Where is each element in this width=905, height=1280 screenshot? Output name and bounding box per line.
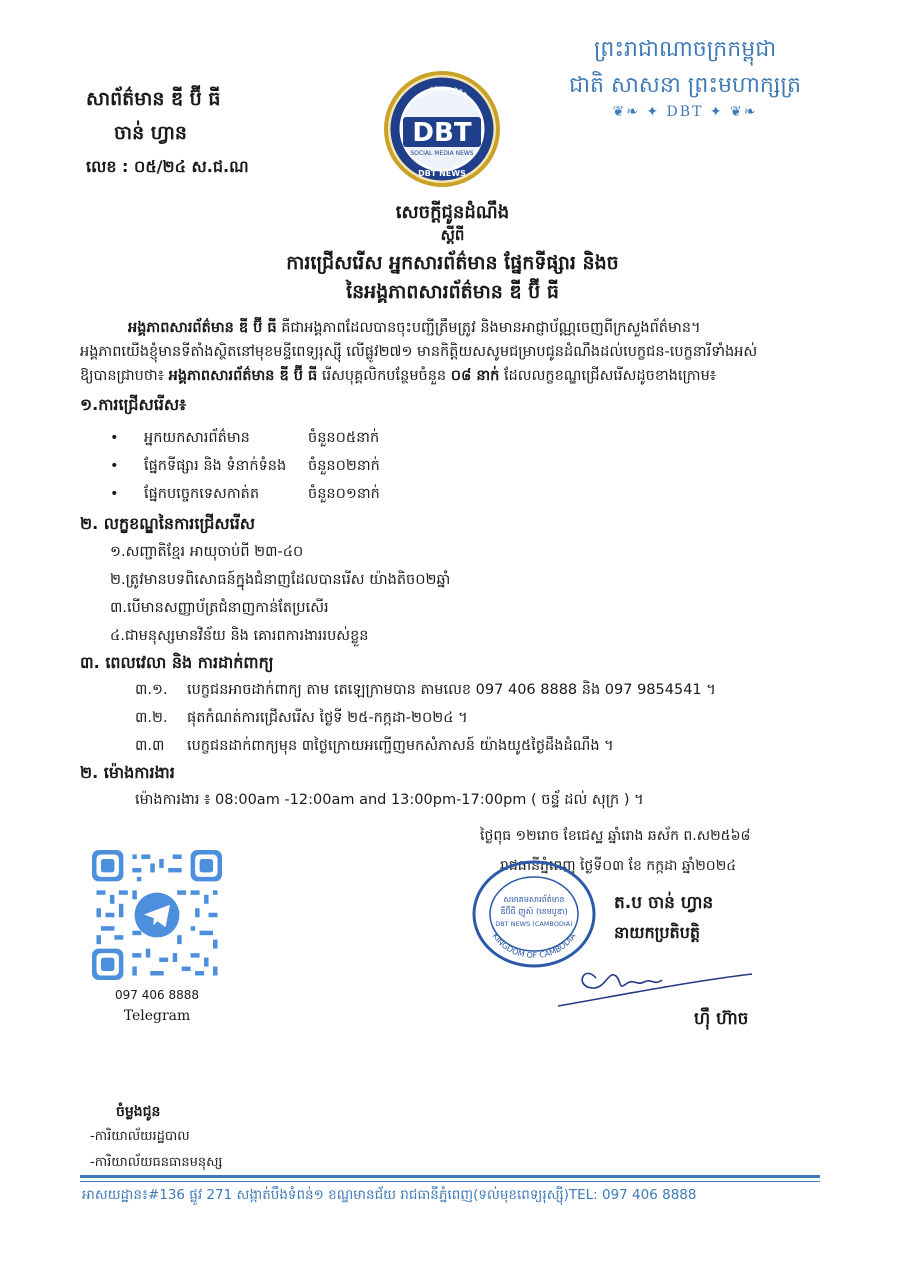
notice-subject-line2: នៃអង្គភាពសារព័ត៌មាន ឌី ប៊ី ធី <box>346 281 559 303</box>
logo-top-text: សារព័ត៌មាន ឌីប៊ីធី <box>417 85 468 101</box>
intro-line1-rest: គឺជាអង្គភាពដែលបានចុះបញ្ជីត្រឹមត្រូវ និងមានអាជ្ញាប័ណ្ណចេញពីក្រសួងព័ត៌មាន។ <box>276 320 701 336</box>
intro-line2: អង្គភាពយើងខ្ញុំមានទីតាំងស្ថិតនៅមុខមន្ទីពេទ្យរុស្ស៊ី លើផ្លូវ២៧១ មានកិត្តិយសសូមជម្រាបជូនដំណឹងដល់បេក្ខជន-បេក្ខនារីទាំងអស់ <box>80 344 758 360</box>
footer-divider <box>80 1181 820 1182</box>
stamp-line2: ឌីប៊ីធី ញូស៍ (ខេមបូឌា) <box>500 907 568 916</box>
application-item-text: បេក្ខជនអាចដាក់ពាក្យ តាម តេឡេក្រាមបាន តាមលេខ 097 406 8888 និង 097 9854541 ។ <box>187 682 716 698</box>
lunar-date: ថ្ងៃពុធ ១២រោច ខែជេស្ឋ ឆ្នាំរោង ឆស័ក ព.ស២៥៦៨ <box>480 828 751 844</box>
qr-code-icon <box>92 850 222 980</box>
sender-person: ចាន់ ហ្វាន <box>114 122 187 144</box>
section1-heading: ១.ការជ្រើសរើស៖ <box>80 395 187 414</box>
position-item <box>110 454 380 478</box>
requirement-item: ១.សញ្ជាតិខ្មែរ អាយុចាប់ពី ២៣-៤០ <box>110 544 304 560</box>
stamp-line3: DBT NEWS (CAMBODIA) <box>495 920 573 928</box>
telegram-qr-block <box>92 850 222 1024</box>
solar-date: រាជធានីភ្នំពេញ ថ្ងៃទី០៣ ខែ កក្កដា ឆ្នាំ២០២៤ <box>500 858 737 874</box>
kingdom-ornament: ❦❧ ✦ DBT ✦ ❦❧ <box>612 104 758 120</box>
position-name: អ្នកយកសារព័ត៌មាន <box>144 430 250 446</box>
application-item <box>135 734 614 758</box>
qr-phone: 097 406 8888 <box>115 988 199 1002</box>
cc-item: -ការិយាល័យរដ្ឋបាល <box>90 1129 190 1144</box>
requirement-item: ៣.បើមានសញ្ញាប័ត្រជំនាញកាន់តែប្រសើរ <box>110 600 329 616</box>
dbt-logo <box>383 70 501 188</box>
position-item <box>110 426 379 450</box>
footer-divider <box>80 1175 820 1178</box>
bullet-icon: • <box>110 458 119 474</box>
position-count: ចំនួន០២នាក់ <box>308 458 380 474</box>
logo-main: DBT <box>412 118 472 148</box>
official-stamp <box>470 858 598 970</box>
intro-line3-b: រើសបុគ្គលិកបន្ថែមចំនួន <box>317 368 451 384</box>
position-count: ចំនួន០១នាក់ <box>308 486 380 502</box>
intro-line3-count: ០៨ នាក់ <box>450 368 500 384</box>
requirement-item: ៤.ជាមនុស្សមានវិន័យ និង គោរពការងាររបស់ខ្លួន <box>110 628 369 644</box>
position-name: ផ្នែកបច្ចេកទេសកាត់ត <box>144 486 260 502</box>
sender-org: សាព័ត៌មាន ឌី ប៊ី ធី <box>86 88 221 110</box>
application-item-number: ៣.២. <box>135 710 168 726</box>
kingdom-line2: ជាតិ សាសនា ព្រះមហាក្សត្រ <box>569 73 801 98</box>
signatory-name: ហ៊ឺ ហ៊ាច <box>694 1009 749 1029</box>
stamp-ring-text: KINGDOM OF CAMBODIA <box>490 931 578 961</box>
application-item-number: ៣.១. <box>135 682 168 698</box>
application-item <box>135 678 716 702</box>
kingdom-line1: ព្រះរាជាណាចក្រកម្ពុជា <box>593 37 777 62</box>
reference-number: លេខ : ០៥/២៤ ស.ជ.ណ <box>86 157 249 176</box>
intro-paragraph <box>80 316 820 388</box>
position-name: ផ្នែកទីផ្សារ និង ទំនាក់ទំនង <box>144 458 287 474</box>
signatory-title1: ត.ប ចាន់ ហ្វាន <box>614 893 714 913</box>
requirement-item: ២.ត្រូវមានបទពិសោធន៍ក្នុងជំនាញដែលបានរើស យ៉ាងតិច០២ឆ្នាំ <box>110 572 451 588</box>
bullet-icon: • <box>110 486 119 502</box>
logo-bottom-text: DBT NEWS <box>418 169 466 178</box>
position-count: ចំនួន០៥នាក់ <box>308 430 380 446</box>
application-item-text: ផុតកំណត់ការជ្រើសរើស ថ្ងៃទី ២៥-កក្កដា-២០២៤ ។ <box>187 710 468 726</box>
logo-sub: SOCIAL MEDIA NEWS <box>410 150 474 157</box>
section3-heading: ៣. ពេលវេលា និង ការដាក់ពាក្យ <box>80 653 274 672</box>
section4-heading: ២. ម៉ោងការងារ <box>80 763 175 782</box>
application-item-number: ៣.៣ <box>135 738 165 754</box>
notice-title: សេចក្ដីជូនដំណឹង <box>395 202 510 223</box>
signatory-title2: នាយកប្រតិបត្តិ <box>614 923 701 942</box>
notice-subject-line1: ការជ្រើសរើស អ្នកសារព័ត៌មាន ផ្នែកទីផ្សារ និងច <box>286 252 619 274</box>
cc-item: -ការិយាល័យធនធានមនុស្ស <box>90 1155 223 1170</box>
section2-heading: ២. លក្ខខណ្ឌនៃការជ្រើសរើស <box>80 514 256 533</box>
qr-label: Telegram <box>123 1008 191 1024</box>
kingdom-header <box>560 32 810 120</box>
intro-org-name: អង្គភាពសារព័ត៌មាន ឌី ប៊ី ធី <box>128 320 277 336</box>
application-item-text: បេក្ខជនដាក់ពាក្យមុន ៣ថ្ងៃក្រោយអញ្ជើញមកសំភាសន៍ យ៉ាងយូ៥ថ្ងៃដឹងដំណឹង ។ <box>187 738 614 754</box>
cc-heading: ចំម្លងជូន <box>116 1104 161 1120</box>
working-hours: ម៉ោងការងារ ៖ 08:00am -12:00am and 13:00pm-17:00pm ( ចន្ទ័ ដល់ សុក្រ ) ។ <box>135 792 644 808</box>
intro-line3-c: ដែលលក្ខខណ្ឌជ្រើសរើសដូចខាងក្រោម៖ <box>499 368 717 384</box>
position-item <box>110 482 380 506</box>
application-item <box>135 706 468 730</box>
sender-block <box>86 82 249 184</box>
stamp-line1: សមាគមសារព័ត៌មាន <box>503 895 565 904</box>
notice-about: ស្ដីពី <box>440 226 465 244</box>
intro-line3-org: អង្គភាពសារព័ត៌មាន ឌី ប៊ី ធី <box>168 368 318 384</box>
intro-line3-a: ឱ្យបានជ្រាបថា៖ <box>80 368 169 384</box>
handwritten-signature <box>556 958 756 1014</box>
footer-address: អាសយដ្ឋាន៖#136 ផ្លូវ 271 សង្កាត់បឹងទំពន់១ ខណ្ឌមានជ័យ រាជធានីភ្នំពេញ(ទល់មុខពេទ្យរុស្ស៊ី)TEL: 097 406 8888 <box>82 1187 697 1203</box>
bullet-icon: • <box>110 430 119 446</box>
